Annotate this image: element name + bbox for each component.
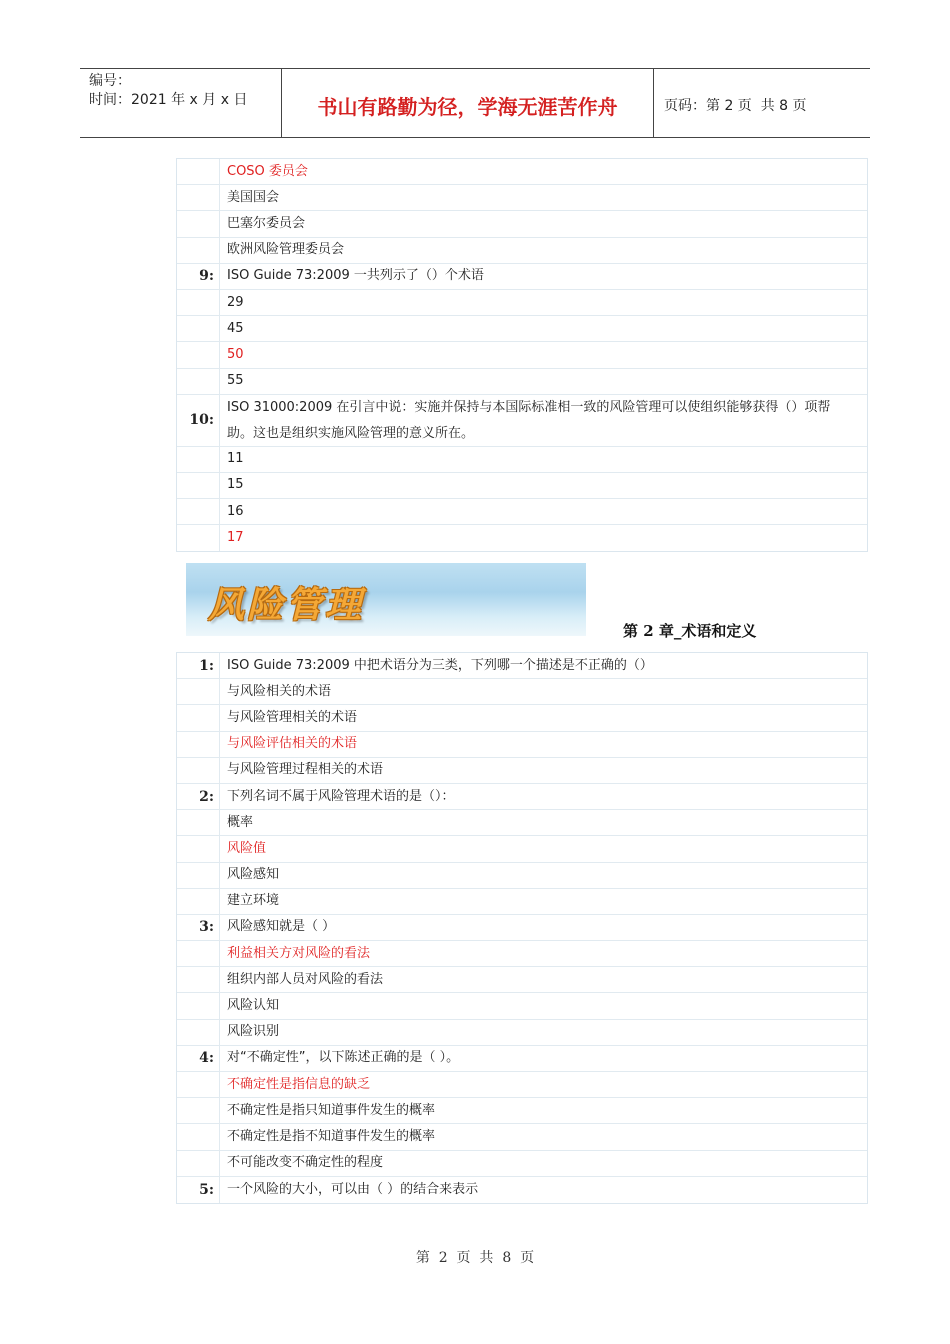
page-info-text: 页码：第 2 页 共 8 页 — [664, 98, 807, 114]
question-text: 对“不确定性”，以下陈述正确的是（ ）。 — [227, 1050, 460, 1066]
question-text: ISO 31000:2009 在引言中说：实施并保持与本国际标准相一致的风险管理可以使组织能够获得（）项帮助。这也是组织实施风险管理的意义所在。 — [227, 399, 831, 441]
answer-option-row — [177, 525, 867, 551]
answer-option-row — [177, 238, 867, 264]
header-meta — [80, 69, 282, 137]
question-number — [177, 1020, 220, 1045]
correct-answer-text: 17 — [227, 530, 244, 546]
correct-answer-text: 利益相关方对风险的看法 — [227, 945, 371, 961]
question-number — [177, 1072, 220, 1097]
answer-option-text: 风险感知 — [227, 867, 280, 883]
question-number — [177, 159, 220, 184]
question-number — [177, 836, 220, 861]
correct-answer-text: 风险值 — [227, 840, 267, 856]
answer-option-text: 与风险管理相关的术语 — [227, 709, 358, 725]
answer-option-text: 16 — [227, 503, 244, 519]
header-motto: 书山有路勤为径，学海无涯苦作舟 — [282, 69, 654, 137]
question-row — [177, 653, 867, 679]
question-number — [177, 967, 220, 992]
question-text: ISO Guide 73:2009 一共列示了（）个术语 — [227, 268, 484, 284]
question-number — [177, 499, 220, 524]
answer-option-row — [177, 1151, 867, 1177]
answer-option-row — [177, 159, 867, 185]
page-header — [80, 68, 870, 138]
question-text: 一个风险的大小，可以由（ ）的结合来表示 — [227, 1181, 479, 1197]
correct-answer-text: COSO 委员会 — [227, 163, 308, 179]
question-row — [177, 395, 867, 447]
question-text: 风险感知就是（ ） — [227, 919, 336, 935]
answer-option-row — [177, 863, 867, 889]
question-text: ISO Guide 73:2009 中把术语分为三类，下列哪一个描述是不正确的（） — [227, 657, 653, 673]
question-number — [177, 525, 220, 551]
answer-option-row — [177, 473, 867, 499]
footer-page-number: 第 2 页 共 8 页 — [415, 1250, 535, 1266]
answer-option-text: 与风险管理过程相关的术语 — [227, 762, 384, 778]
answer-option-text: 美国国会 — [227, 189, 280, 205]
answer-option-row — [177, 290, 867, 316]
correct-answer-text: 不确定性是指信息的缺乏 — [227, 1076, 371, 1092]
answer-option-text: 概率 — [227, 814, 254, 830]
correct-answer-text: 50 — [227, 346, 244, 362]
answer-option-text: 风险认知 — [227, 998, 280, 1014]
answer-option-row — [177, 211, 867, 237]
answer-option-text: 29 — [227, 294, 244, 310]
chapter-title: 第 2 章_术语和定义 — [623, 622, 757, 640]
question-number — [177, 473, 220, 498]
question-row — [177, 784, 867, 810]
answer-option-row — [177, 705, 867, 731]
question-number — [177, 810, 220, 835]
question-number — [177, 447, 220, 472]
answer-option-row — [177, 499, 867, 525]
answer-option-row — [177, 810, 867, 836]
question-number: 2: — [177, 784, 220, 809]
answer-option-row — [177, 185, 867, 211]
answer-option-text: 11 — [227, 451, 244, 467]
answer-option-row — [177, 369, 867, 395]
question-number — [177, 316, 220, 341]
question-number: 5: — [177, 1177, 220, 1203]
question-number — [177, 679, 220, 704]
question-number — [177, 290, 220, 315]
answer-option-row — [177, 679, 867, 705]
answer-option-row — [177, 342, 867, 368]
question-number — [177, 342, 220, 367]
answer-option-row — [177, 732, 867, 758]
question-number — [177, 185, 220, 210]
answer-option-row — [177, 1098, 867, 1124]
answer-option-row — [177, 758, 867, 784]
question-number — [177, 211, 220, 236]
question-number — [177, 758, 220, 783]
answer-option-text: 55 — [227, 373, 244, 389]
correct-answer-text: 与风险评估相关的术语 — [227, 736, 358, 752]
time-label: 时间：2021 年 x 月 x 日 — [89, 92, 248, 108]
answer-option-text: 不可能改变不确定性的程度 — [227, 1155, 384, 1171]
answer-option-text: 巴塞尔委员会 — [227, 215, 306, 231]
answer-option-row — [177, 1124, 867, 1150]
answer-option-row — [177, 1072, 867, 1098]
question-number: 9: — [177, 264, 220, 289]
answer-option-row — [177, 316, 867, 342]
question-number: 1: — [177, 653, 220, 678]
question-row — [177, 1046, 867, 1072]
page-footer — [0, 1247, 950, 1267]
answer-option-row — [177, 836, 867, 862]
header-page-info — [654, 69, 870, 137]
answer-option-text: 不确定性是指不知道事件发生的概率 — [227, 1128, 436, 1144]
answer-option-text: 欧洲风险管理委员会 — [227, 242, 345, 258]
question-row — [177, 1177, 867, 1203]
answer-option-row — [177, 967, 867, 993]
question-number — [177, 732, 220, 757]
answer-option-text: 不确定性是指只知道事件发生的概率 — [227, 1102, 436, 1118]
question-table-chapter-2 — [176, 652, 868, 1204]
question-number — [177, 238, 220, 263]
question-number — [177, 889, 220, 914]
answer-option-row — [177, 1020, 867, 1046]
question-number — [177, 1124, 220, 1149]
answer-option-row — [177, 447, 867, 473]
answer-option-text: 15 — [227, 477, 244, 493]
answer-option-text: 组织内部人员对风险的看法 — [227, 971, 384, 987]
question-text: 下列名词不属于风险管理术语的是（）： — [227, 788, 455, 804]
answer-option-row — [177, 993, 867, 1019]
question-number: 10: — [177, 395, 220, 446]
question-number — [177, 705, 220, 730]
banner-text: 风险管理 — [208, 585, 365, 626]
question-row — [177, 264, 867, 290]
question-number — [177, 993, 220, 1018]
answer-option-row — [177, 941, 867, 967]
answer-option-row — [177, 889, 867, 915]
question-number — [177, 1151, 220, 1176]
question-number — [177, 863, 220, 888]
question-number — [177, 941, 220, 966]
question-number: 4: — [177, 1046, 220, 1071]
answer-option-text: 与风险相关的术语 — [227, 683, 332, 699]
question-table-chapter-1 — [176, 158, 868, 552]
number-label: 编号： — [89, 73, 131, 89]
question-number: 3: — [177, 915, 220, 940]
risk-management-banner — [186, 563, 586, 636]
question-number — [177, 1098, 220, 1123]
answer-option-text: 45 — [227, 320, 244, 336]
answer-option-text: 建立环境 — [227, 893, 280, 909]
answer-option-text: 风险识别 — [227, 1024, 280, 1040]
question-row — [177, 915, 867, 941]
question-number — [177, 369, 220, 394]
